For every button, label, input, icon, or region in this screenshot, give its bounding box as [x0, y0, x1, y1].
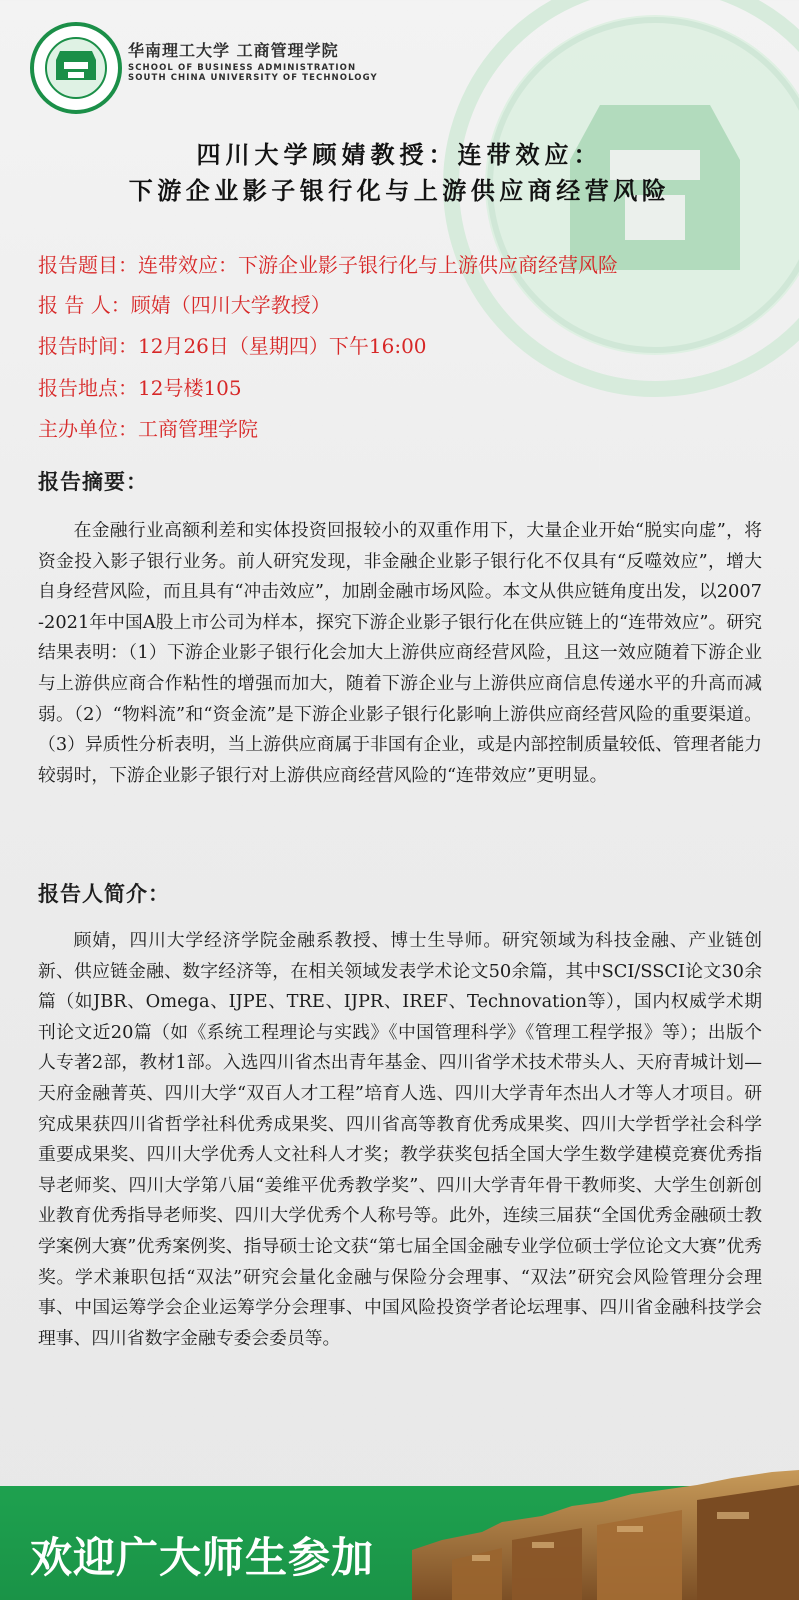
abstract-paragraph: 在金融行业高额利差和实体投资回报较小的双重作用下，大量企业开始“脱实向虚”，将资金投入影子银行业务。前人研究发现，非金融企业影子银行化不仅具有“反噬效应”，增大自身经营风险，而且具有“冲击效应”，加剧金融市场风险。本文从供应链角度出发，以2007-2021年中国A股上市公司为样本，探究下游企业影子银行化在供应链上的“连带效应”。研究结果表明：（1）下游企业影子银行化会加大上游供应商经营风险，且这一效应随着下游企业与上游供应商合作粘性的增强而加大，随着下游企业与上游供应商信息传递水平的升高而减弱。（2）“物料流”和“资金流”是下游企业影子银行化影响上游供应商经营风险的重要渠道。（3）异质性分析表明，当上游供应商属于非国有企业，或是内部控制质量较低、管理者能力较弱时，下游企业影子银行对上游供应商经营风险的“连带效应”更明显。 [38, 520, 762, 786]
time-value: 12月26日（星期四）下午16:00 [138, 333, 427, 358]
speaker-label: 报 告 人： [38, 292, 131, 317]
page-title [40, 138, 759, 207]
topic-label: 报告题目： [38, 253, 138, 277]
info-row-place [38, 365, 618, 408]
school-name-cn: 华南理工大学 工商管理学院 [128, 41, 339, 60]
host-value: 工商管理学院 [138, 417, 258, 441]
school-name-en-line1: SCHOOL OF BUSINESS ADMINISTRATION [128, 63, 357, 74]
info-row-speaker [38, 283, 618, 323]
traditional-building-image [412, 1430, 799, 1600]
abstract-heading: 报告摘要： [38, 469, 148, 494]
bio-paragraph: 顾婧，四川大学经济学院金融系教授、博士生导师。研究领域为科技金融、产业链创新、供应链金融、数字经济等，在相关领域发表学术论文50余篇，其中SCI/SSCI论文30余篇（如JBR、Omega、IJPE、TRE、IJPR、IREF、Technovation等），国内权威学术期刊论文近20篇（如《系统工程理论与实践》《中国管理科学》《管理工程学报》等）；出版个人专著2部，教材1部。入选四川省杰出青年基金、四川省学术技术带头人、天府青城计划—天府金融菁英、四川大学“双百人才工程”培育人选、四川大学青年杰出人才等人才项目。研究成果获四川省哲学社科优秀成果奖、四川省高等教育优秀成果奖、四川大学哲学社会科学重要成果奖、四川大学优秀人文社科人才奖；教学获奖包括全国大学生数学建模竞赛优秀指导老师奖、四川大学第八届“姜维平优秀教学奖”、四川大学青年骨干教师奖、大学生创新创业教育优秀指导老师奖、四川大学优秀个人称号等。此外，连续三届获“全国优秀金融硕士教学案例大赛”优秀案例奖、指导硕士论文获“第七届全国金融专业学位硕士学位论文大赛”优秀奖。学术兼职包括“双法”研究会量化金融与保险分会理事、“双法”研究会风险管理分会理事、中国运筹学会企业运筹学分会理事、中国风险投资学者论坛理事、四川省金融科技学会理事、四川省数字金融专委会委员等。 [38, 930, 762, 1349]
university-logo [30, 22, 122, 114]
title-line-2: 下游企业影子银行化与上游供应商经营风险 [128, 175, 671, 205]
school-name-en-line2: SOUTH CHINA UNIVERSITY OF TECHNOLOGY [128, 73, 378, 84]
info-row-topic [38, 244, 618, 283]
host-label: 主办单位： [38, 417, 138, 441]
time-label: 报告时间： [38, 333, 138, 358]
school-name-block [128, 42, 378, 84]
bio-heading: 报告人简介： [38, 881, 170, 906]
place-label: 报告地点： [38, 376, 138, 400]
topic-value: 连带效应：下游企业影子银行化与上游供应商经营风险 [138, 253, 618, 277]
speaker-value: 顾婧（四川大学教授） [130, 292, 331, 317]
event-info [38, 244, 618, 447]
info-row-host [38, 408, 618, 447]
place-value: 12号楼105 [138, 376, 242, 400]
welcome-slogan: 欢迎广大师生参加 [30, 1533, 375, 1582]
info-row-time [38, 323, 618, 365]
title-line-1: 四川大学顾婧教授：连带效应： [196, 140, 603, 169]
